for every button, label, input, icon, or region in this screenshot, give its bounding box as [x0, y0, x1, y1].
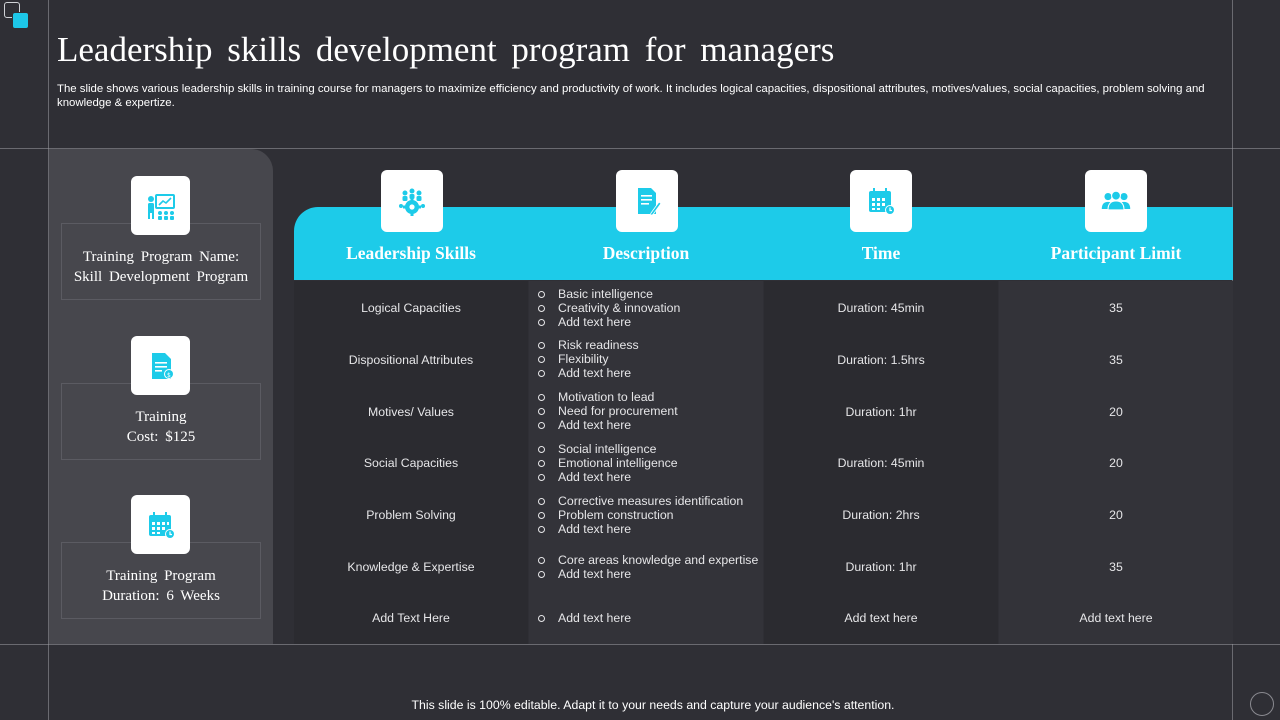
column-description [529, 281, 763, 644]
cell-skill: Knowledge & Expertise [347, 560, 475, 574]
cell-time: Duration: 2hrs [842, 508, 920, 522]
cell-time: Duration: 1hr [845, 560, 917, 574]
cell-limit: 35 [1109, 301, 1123, 315]
header-leadership-skills: Leadership Skills [346, 242, 476, 263]
cell-description [529, 437, 763, 489]
slide-subtitle: The slide shows various leadership skills in training course for managers to maximize efficiency and productivity of work. It includes logical capacities, dispositional attributes, motives/values, social capacities, problem solving and knowledge & expertize. [57, 83, 1205, 109]
cell-skill: Dispositional Attributes [348, 353, 474, 367]
document-pen-icon [616, 170, 678, 232]
team-gear-icon [381, 170, 443, 232]
calendar-icon [131, 495, 190, 554]
cell-limit: 20 [1109, 508, 1123, 522]
description-bullet: Add text here [538, 315, 680, 329]
card-line: Duration: 6 Weeks [102, 588, 220, 604]
cell-skill: Logical Capacities [361, 301, 461, 315]
description-bullet: Emotional intelligence [538, 456, 678, 470]
cell-time: Duration: 1.5hrs [837, 353, 925, 367]
cell-time: Duration: 1hr [845, 405, 917, 419]
description-bullet: Social intelligence [538, 442, 678, 456]
column-participant-limit [999, 281, 1233, 644]
app-logo-icon [4, 2, 30, 30]
description-bullet: Add text here [538, 418, 678, 432]
calendar-clock-icon [850, 170, 912, 232]
invoice-icon [131, 336, 190, 395]
cell-description [529, 385, 763, 437]
presentation-icon [131, 176, 190, 235]
description-bullet: Core areas knowledge and expertise [538, 553, 758, 567]
svg-text:$: $ [166, 371, 171, 379]
header-participant-limit: Participant Limit [1050, 242, 1182, 263]
cell-limit: 35 [1109, 353, 1123, 367]
cell-description [529, 489, 763, 541]
description-bullet: Corrective measures identification [538, 494, 743, 508]
cell-limit: Add text here [1079, 611, 1153, 625]
slide-footer: This slide is 100% editable. Adapt it to your needs and capture your audience's attention. [411, 698, 895, 712]
cell-skill: Problem Solving [366, 508, 456, 522]
description-bullet: Problem construction [538, 508, 743, 522]
cell-time: Duration: 45min [837, 301, 925, 315]
cell-time: Duration: 45min [837, 456, 925, 470]
cell-description [529, 333, 763, 385]
card-line: Training [135, 409, 187, 425]
column-time [764, 281, 998, 644]
cell-description [529, 541, 763, 593]
group-icon [1085, 170, 1147, 232]
cell-limit: 20 [1109, 405, 1123, 419]
description-bullet: Flexibility [538, 352, 639, 366]
cell-limit: 35 [1109, 560, 1123, 574]
description-bullet: Risk readiness [538, 338, 639, 352]
cell-skill: Motives/ Values [368, 405, 454, 419]
description-bullet: Motivation to lead [538, 390, 678, 404]
cell-time: Add text here [844, 611, 918, 625]
card-line: Skill Development Program [73, 269, 249, 285]
cell-description [529, 592, 763, 644]
cell-description [529, 282, 763, 334]
description-bullet: Add text here [538, 611, 631, 625]
cell-limit: 20 [1109, 456, 1123, 470]
description-bullet: Add text here [538, 366, 639, 380]
column-leadership-skills [294, 281, 528, 644]
cell-skill: Social Capacities [363, 456, 459, 470]
description-bullet: Add text here [538, 567, 758, 581]
slide-title: Leadership skills development program for managers [57, 30, 835, 69]
card-line: Training Program [106, 568, 216, 584]
cell-skill: Add Text Here [372, 611, 450, 625]
description-bullet: Add text here [538, 470, 678, 484]
description-bullet: Add text here [538, 522, 743, 536]
card-line: Training Program Name: [82, 249, 240, 265]
card-line: Cost: $125 [126, 429, 196, 445]
guide-line-bottom [0, 644, 1280, 645]
description-bullet: Need for procurement [538, 404, 678, 418]
header-description: Description [602, 242, 690, 263]
header-time: Time [861, 242, 901, 263]
description-bullet: Creativity & innovation [538, 301, 680, 315]
description-bullet: Basic intelligence [538, 287, 680, 301]
